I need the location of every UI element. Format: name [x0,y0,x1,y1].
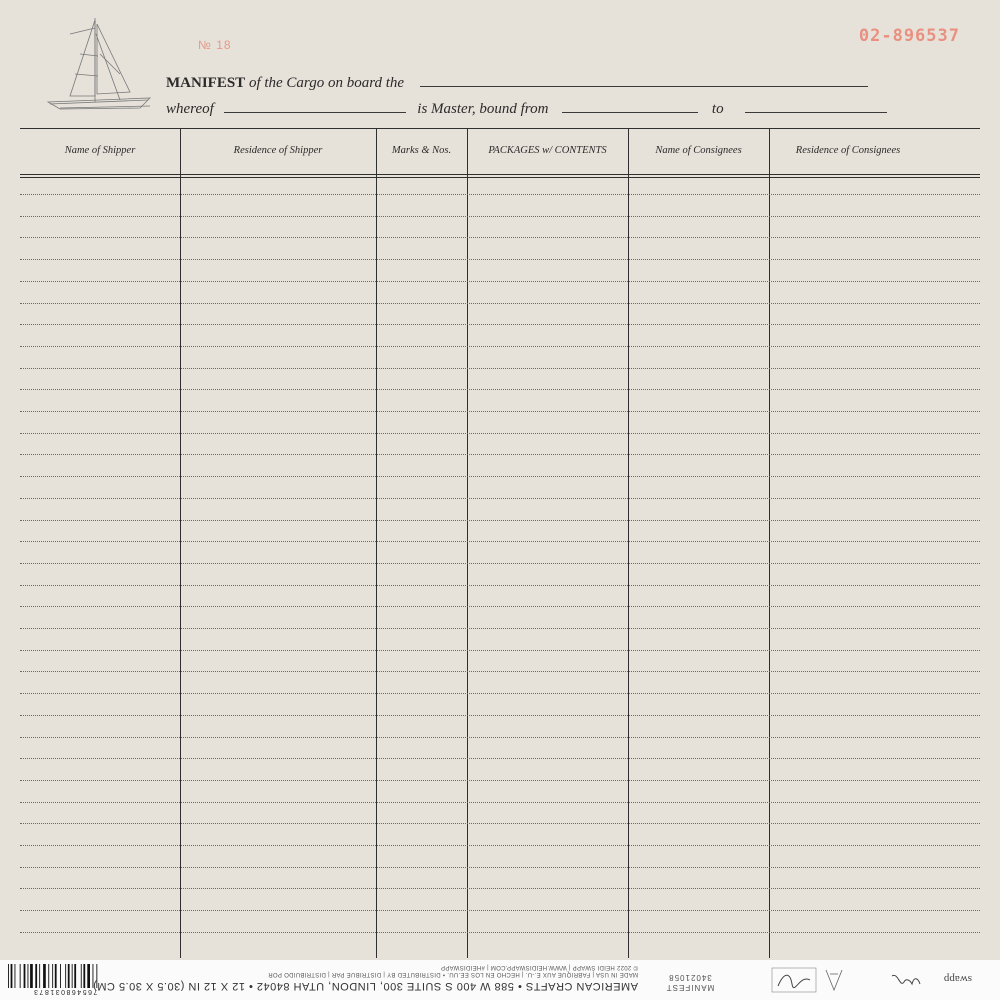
table-row [20,303,980,304]
table-row [20,281,980,282]
table-row [20,606,980,607]
table-row [20,368,980,369]
footer-strip [0,960,1000,1000]
table-row [20,780,980,781]
heidi-swapp-signature-icon [888,968,978,992]
to-label: to [711,101,724,117]
table-row [20,237,980,238]
bound-from-field[interactable] [562,100,698,113]
barcode-bar [28,964,29,988]
table-row [20,737,980,738]
table-body [20,194,980,954]
barcode-bar [48,964,49,988]
manifest-title: MANIFEST [166,75,246,91]
barcode-bar [55,964,57,988]
table-row [20,867,980,868]
fine-print-distribution: © 2022 HEIDI SWAPP | WWW.HEIDISWAPP.COM | #HEIDISWAPP [440,964,638,970]
whereof-label: whereof [166,101,214,117]
barcode-bar [68,964,70,988]
table-row [20,563,980,564]
barcode-bar [83,964,85,988]
table-row [20,715,980,716]
column-header-consignee-residence: Residence of Consignees [795,145,901,156]
stamp-serial: 02-896537 [858,26,960,46]
master-name-field[interactable] [224,100,406,113]
table-row [20,411,980,412]
table-row [20,693,980,694]
table-row [20,845,980,846]
bound-to-field[interactable] [745,100,887,113]
table-row [20,671,980,672]
table-row [20,802,980,803]
table-row [20,520,980,521]
table-row [20,324,980,325]
barcode-bar [74,964,76,988]
barcode-bar [87,964,90,988]
barcode-bar [8,964,9,988]
table-row [20,498,980,499]
fine-print-address: AMERICAN CRAFTS • 588 W 400 S SUITE 300, LINDON, UTAH 84042 • 12 X 12 IN (30.5 X 30.5 CM) [92,980,638,992]
barcode-bar [20,964,21,988]
barcode-bar [52,964,53,988]
table-row [20,650,980,651]
table-row [20,888,980,889]
table-header-underline [20,177,980,178]
barcode-bar [30,964,33,988]
table-row [20,259,980,260]
barcode-bar [43,964,46,988]
upc-number: 765468031873 [32,988,98,995]
table-row [20,433,980,434]
table-row [20,932,980,933]
table-row [20,454,980,455]
barcode-bar [11,964,13,988]
art-heart-signature-icon [770,966,850,994]
master-line [166,100,887,118]
table-row [20,476,980,477]
column-header-packages: PACKAGES w/ CONTENTS [488,145,607,156]
manifest-title-rest: of the Cargo on board the [245,75,405,91]
stamp-number: № 18 [198,38,232,52]
sku-name: MANIFEST [665,983,715,992]
table-row [20,910,980,911]
fine-print-origin: MADE IN USA | FABRIQUÉ AUX É.-U. | HECHO EN LOS EE.UU. • DISTRIBUTED BY | DISTRIBUÉ PAR | DISTRIBUIDO POR [267,971,638,977]
table-row [20,823,980,824]
sailboat-sketch-icon [40,14,160,114]
barcode-bar [81,964,82,988]
barcode-bar [65,964,66,988]
column-header-shipper-residence: Residence of Shipper [233,145,323,156]
table-row [20,194,980,195]
column-header-shipper-name: Name of Shipper [64,145,136,156]
sku-block [660,972,720,992]
table-row [20,758,980,759]
sku-number: 34021058 [668,973,712,982]
vessel-name-field[interactable] [420,74,868,87]
table-row [20,346,980,347]
manifest-title-line [166,74,868,92]
table-row [20,389,980,390]
barcode-bar [60,964,61,988]
barcode-bar [15,964,16,988]
column-header-marks: Marks & Nos. [391,145,452,156]
barcode-bar [35,964,37,988]
barcode-bar [72,964,73,988]
table-row [20,628,980,629]
master-label: is Master, bound from [417,101,549,117]
column-header-consignee-name: Name of Consignees [655,145,742,156]
barcode-bar [24,964,26,988]
barcode-bar [39,964,40,988]
table-row [20,541,980,542]
svg-text:swapp: swapp [943,973,972,985]
table-row [20,216,980,217]
table-row [20,585,980,586]
